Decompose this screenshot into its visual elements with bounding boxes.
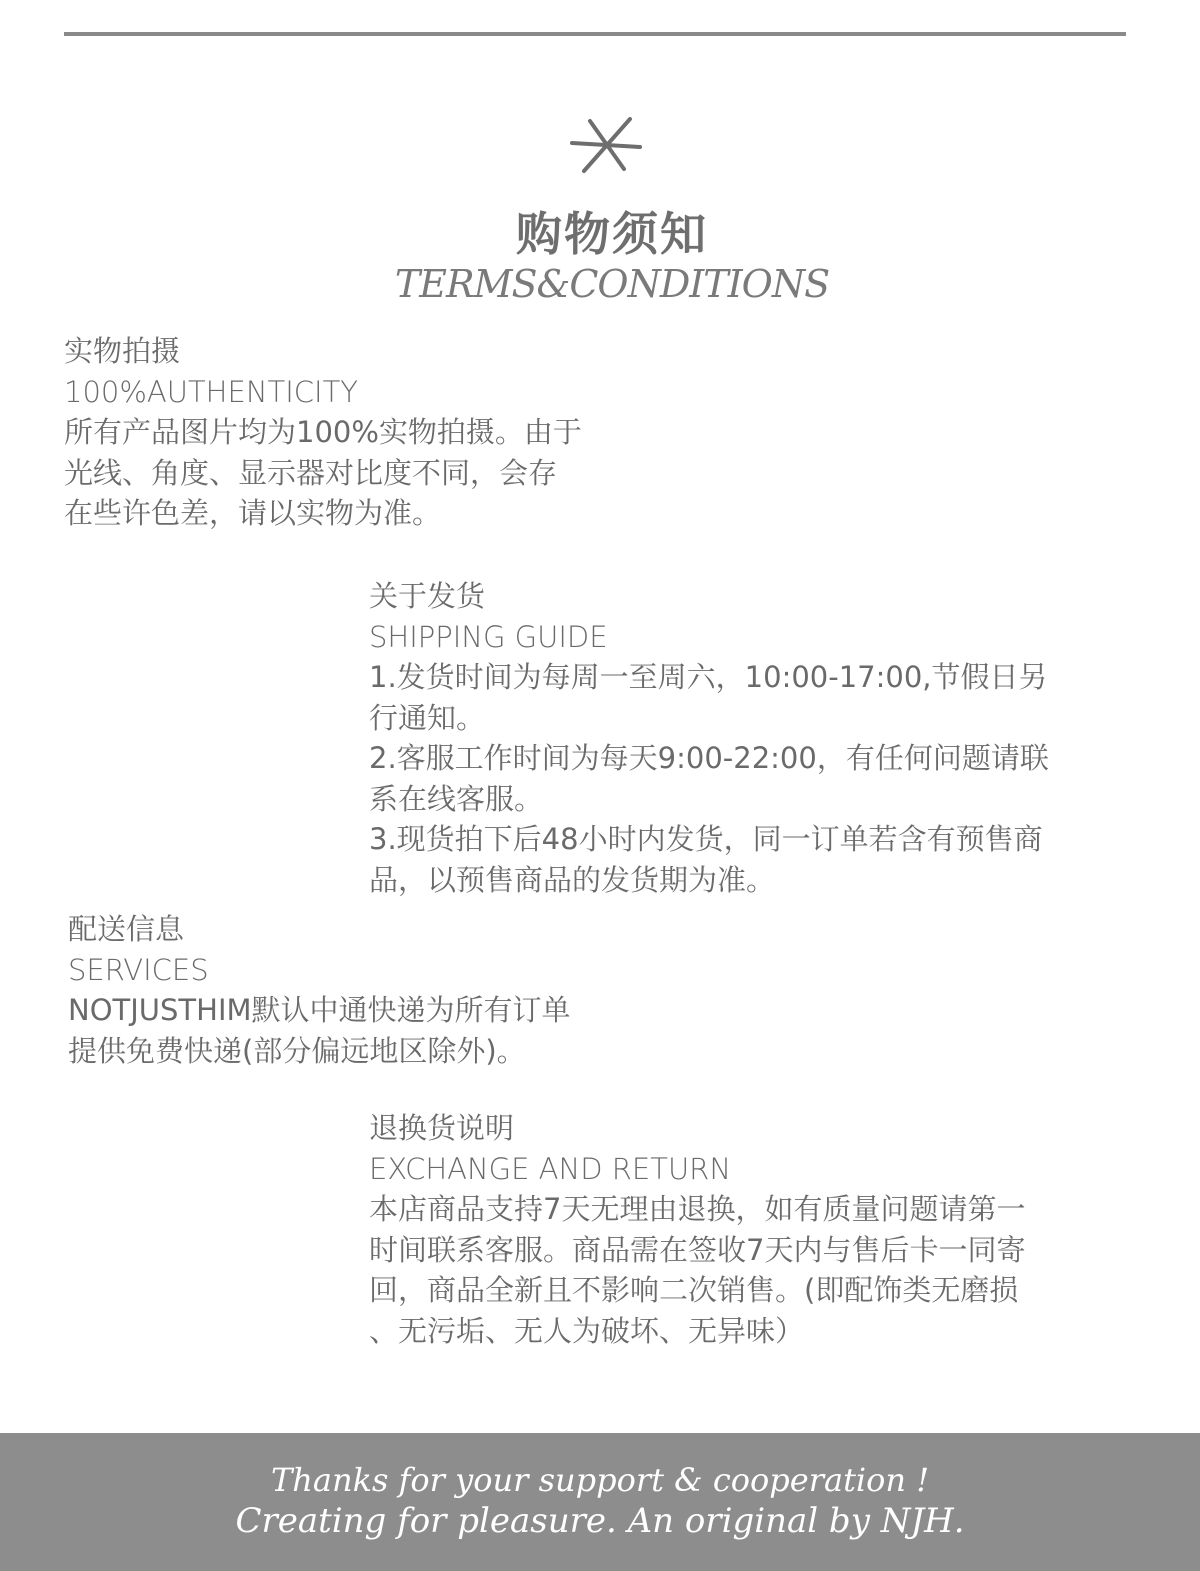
section-subheading: EXCHANGE AND RETURN	[369, 1151, 732, 1186]
body-line: 时间联系客服。商品需在签收7天内与售后卡一同寄	[369, 1232, 1026, 1267]
body-line: 所有产品图片均为100%实物拍摄。由于	[64, 415, 582, 449]
section-subheading: 100%AUTHENTICITY	[64, 374, 359, 409]
footer-thanks: Thanks for your support & cooperation !	[270, 1461, 930, 1499]
section-services	[68, 909, 668, 1071]
body-line: 系在线客服。	[369, 781, 544, 816]
section-heading: 配送信息	[68, 912, 185, 946]
body-line: 光线、角度、显示器对比度不同，会存	[64, 455, 558, 490]
section-heading: 退换货说明	[369, 1111, 515, 1145]
section-body	[369, 1189, 1159, 1351]
body-line: 在些许色差，请以实物为准。	[64, 496, 442, 530]
page-title: 购物须知	[516, 207, 708, 261]
section-subheading: SERVICES	[68, 952, 209, 987]
section-authenticity	[64, 331, 664, 534]
body-line: NOTJUSTHIM默认中通快递为所有订单	[68, 993, 571, 1027]
body-line: 回，商品全新且不影响二次销售。(即配饰类无磨损	[369, 1273, 1019, 1307]
section-shipping	[369, 576, 1159, 900]
section-body	[369, 657, 1159, 900]
section-heading: 关于发货	[369, 579, 486, 613]
body-line: 品，以预售商品的发货期为准。	[369, 862, 776, 897]
top-divider	[64, 32, 1126, 36]
body-line: 本店商品支持7天无理由退换，如有质量问题请第一	[369, 1192, 1026, 1226]
footer-banner	[0, 1433, 1200, 1571]
body-line: 、无污垢、无人为破坏、无异味）	[369, 1313, 805, 1348]
page-subtitle: TERMS&CONDITIONS	[394, 262, 830, 306]
section-heading: 实物拍摄	[64, 334, 181, 368]
footer-tagline: Creating for pleasure. An original by NJH.	[235, 1501, 965, 1541]
body-line: 行通知。	[369, 700, 486, 735]
section-subheading: SHIPPING GUIDE	[369, 619, 608, 654]
section-exchange-return	[369, 1108, 1159, 1351]
star-icon	[568, 113, 644, 177]
body-line: 3.现货拍下后48小时内发货，同一订单若含有预售商	[369, 822, 1043, 856]
body-line: 2.客服工作时间为每天9:00-22:00，有任何问题请联	[369, 741, 1049, 775]
section-body	[68, 990, 668, 1071]
body-line: 1.发货时间为每周一至周六，10:00-17:00,节假日另	[369, 660, 1048, 694]
section-body	[64, 412, 664, 534]
body-line: 提供免费快递(部分偏远地区除外)。	[68, 1033, 526, 1068]
